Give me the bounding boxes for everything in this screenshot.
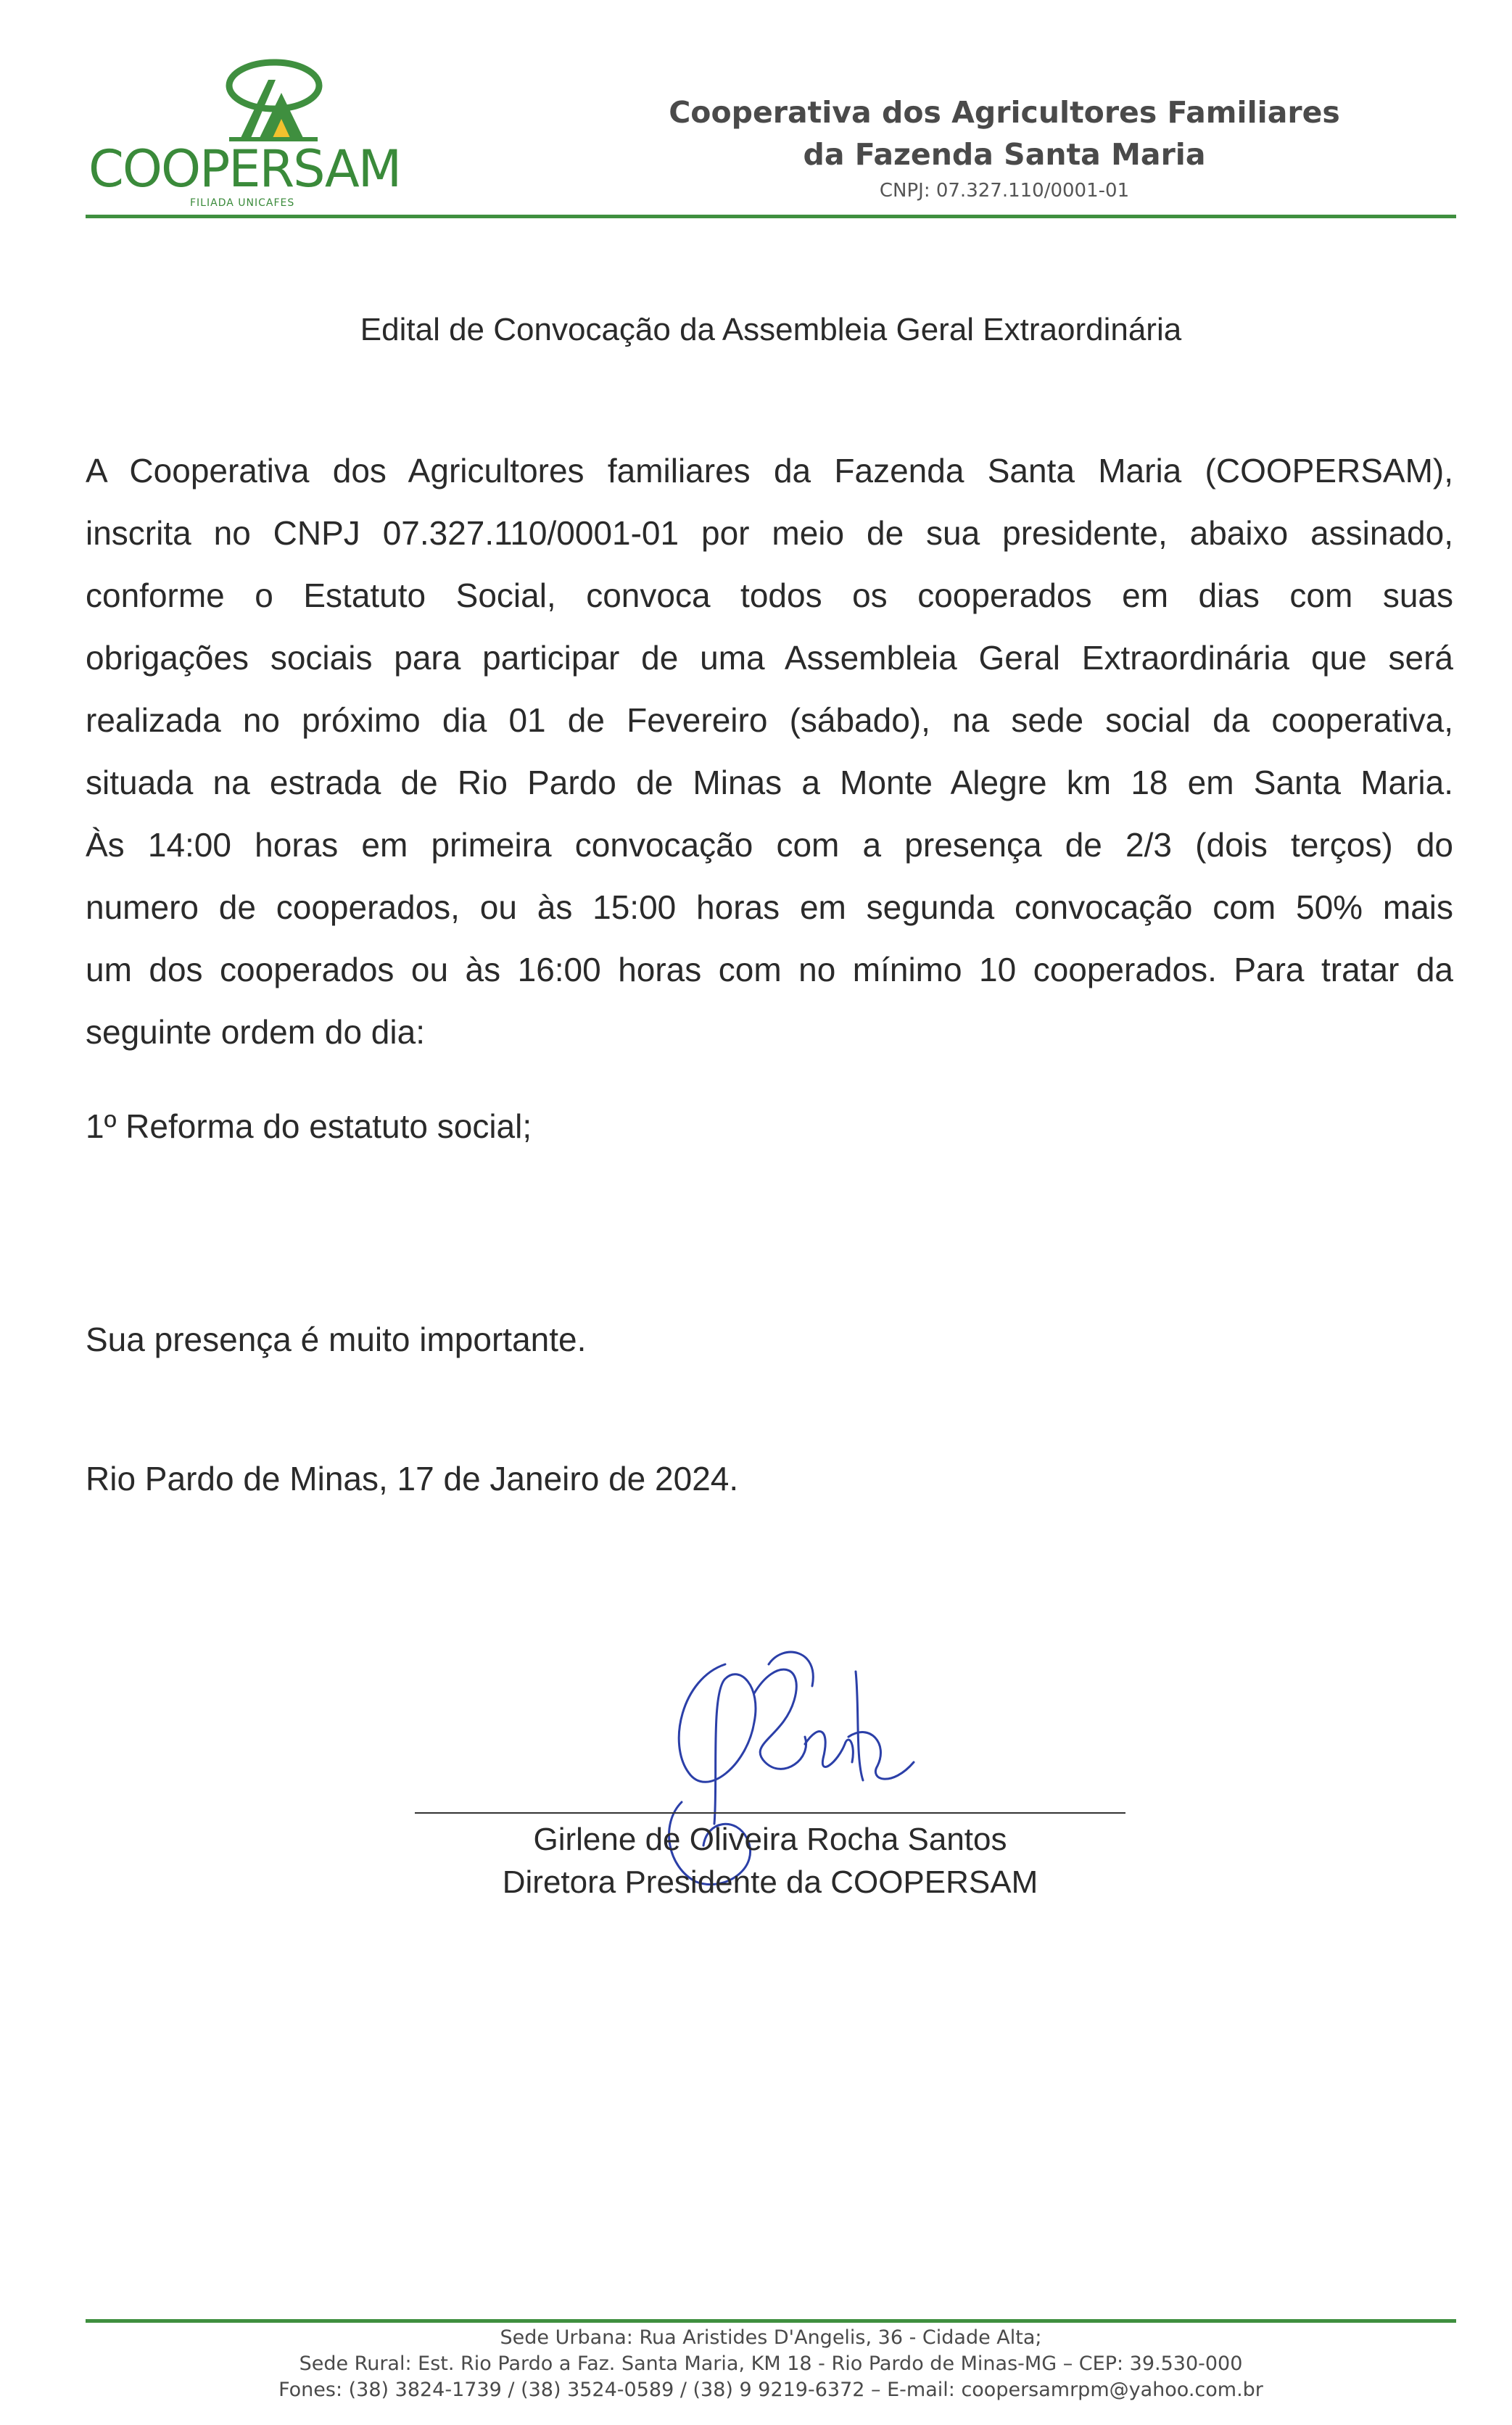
paragraph-line: Às 14:00 horas em primeira convocação com a presença de 2/3 (dois terços) do (86, 826, 1453, 864)
paragraph-line: conforme o Estatuto Social, convoca todos os cooperados em dias com suas (86, 577, 1453, 614)
header-divider (86, 215, 1456, 218)
footer-urban-address: Sede Urbana: Rua Aristides D'Angelis, 36 - Cidade Alta; (500, 2326, 1042, 2349)
logo-wordmark: COOPERSAM (88, 139, 401, 199)
paragraph-line: um dos cooperados ou às 16:00 horas com no mínimo 10 cooperados. Para tratar da (86, 951, 1453, 988)
signer-name: Girlene de Oliveira Rocha Santos (533, 1822, 1007, 1857)
footer-contacts: Fones: (38) 3824-1739 / (38) 3524-0589 / (38) 9 9219-6372 – E-mail: coopersamrpm@yahoo.com.br (278, 2379, 1263, 2401)
closing-line: Sua presença é muito importante. (86, 1321, 587, 1358)
paragraph-line: realizada no próximo dia 01 de Fevereiro (sábado), na sede social da cooperativa, (86, 701, 1453, 739)
paragraph-line: A Cooperativa dos Agricultores familiares da Fazenda Santa Maria (COOPERSAM), (86, 452, 1453, 489)
paragraph-line: numero de cooperados, ou às 15:00 horas em segunda convocação com 50% mais (86, 888, 1453, 926)
place-date: Rio Pardo de Minas, 17 de Janeiro de 2024. (86, 1460, 739, 1497)
footer-rural-address: Sede Rural: Est. Rio Pardo a Faz. Santa Maria, KM 18 - Rio Pardo de Minas-MG – CEP: 39.530-000 (299, 2352, 1243, 2375)
paragraph-line: inscrita no CNPJ 07.327.110/0001-01 por meio de sua presidente, abaixo assinado, (86, 514, 1453, 552)
paragraph-line: situada na estrada de Rio Pardo de Minas a Monte Alegre km 18 em Santa Maria. (86, 764, 1453, 801)
org-name-line1: Cooperativa dos Agricultores Familiares (669, 95, 1340, 130)
document-title: Edital de Convocação da Assembleia Geral Extraordinária (360, 312, 1182, 347)
logo-subtext: FILIADA UNICAFES (190, 197, 295, 209)
footer-divider (86, 2319, 1456, 2323)
signature-line (415, 1812, 1125, 1814)
paragraph-line: seguinte ordem do dia: (86, 1013, 425, 1051)
org-name-line2: da Fazenda Santa Maria (803, 137, 1206, 172)
signer-role: Diretora Presidente da COOPERSAM (502, 1864, 1038, 1900)
org-cnpj: CNPJ: 07.327.110/0001-01 (879, 180, 1130, 202)
agenda-item: 1º Reforma do estatuto social; (86, 1107, 532, 1145)
paragraph-line: obrigações sociais para participar de uma Assembleia Geral Extraordinária que será (86, 639, 1453, 677)
